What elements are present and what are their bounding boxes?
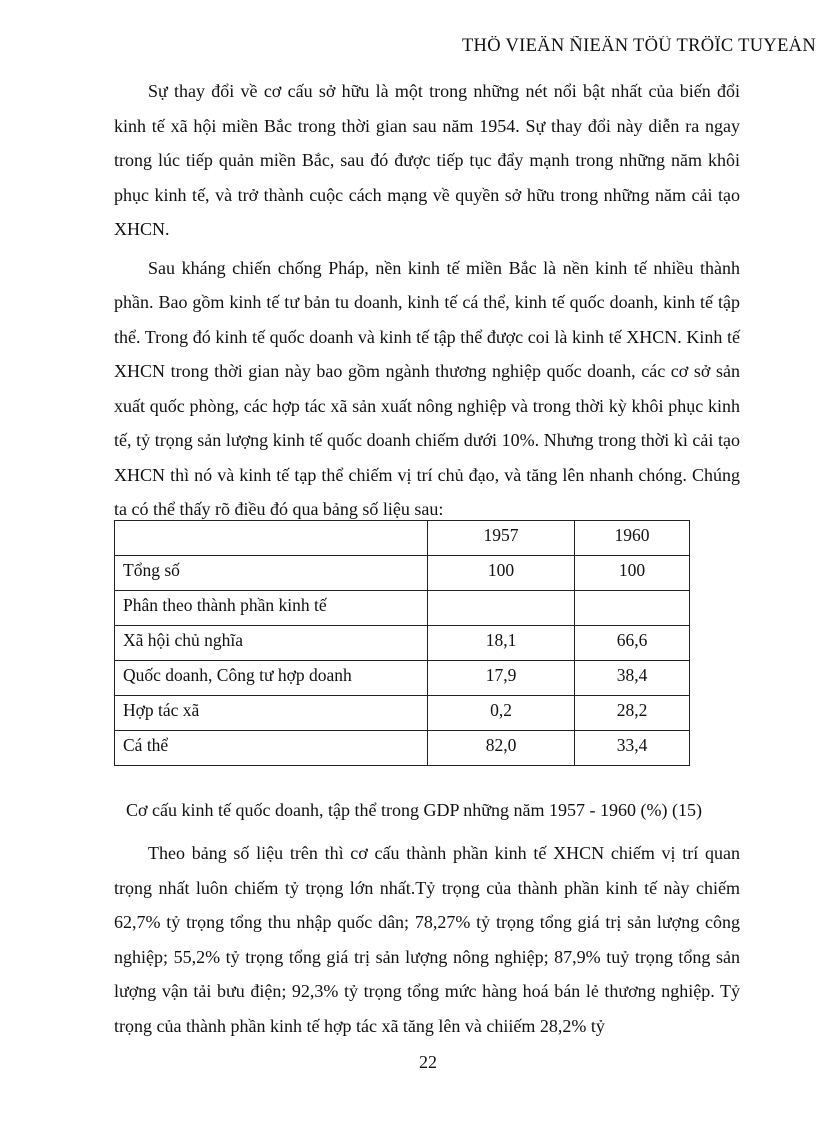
- table-cell: 18,1: [428, 626, 575, 661]
- body-text-upper: [114, 74, 740, 531]
- table-cell-label: Phân theo thành phần kinh tế: [115, 591, 428, 626]
- table-row: [115, 696, 690, 731]
- table-cell-label: Quốc doanh, Công tư hợp doanh: [115, 661, 428, 696]
- paragraph: Theo bảng số liệu trên thì cơ cấu thành phần kinh tế XHCN chiếm vị trí quan trọng nhất luôn chiếm tỷ trọng lớn nhất.Tỷ trọng của thành phần kinh tế này chiếm 62,7% tỷ trọng tổng thu nhập quốc dân; 78,27% tỷ trọng tổng giá trị sản lượng công nghiệp; 55,2% tỷ trọng tổng giá trị sản lượng nông nghiệp; 87,9% tuỷ trọng tổng sản lượng vận tải bưu điện; 92,3% tỷ trọng tổng mức hàng hoá bán lẻ thương nghiệp. Tỷ trọng của thành phần kinh tế hợp tác xã tăng lên và chiiếm 28,2% tỷ: [114, 843, 740, 1036]
- table-header-cell: 1960: [575, 521, 690, 556]
- table-header-row: [115, 521, 690, 556]
- table-header-cell: 1957: [428, 521, 575, 556]
- page-number: 22: [419, 1052, 437, 1072]
- table-cell: 66,6: [575, 626, 690, 661]
- table-cell: 17,9: [428, 661, 575, 696]
- page-header: THÖ VIEÄN ÑIEÄN TÖÛ TRÖÏC TUYEÁN: [461, 36, 816, 56]
- paragraph: Sự thay đổi về cơ cấu sở hữu là một trong những nét nổi bật nhất của biến đổi kinh tế xã hội miền Bắc trong thời gian sau năm 1954. Sự thay đổi này diễn ra ngay trong lúc tiếp quản miền Bắc, sau đó được tiếp tục đẩy mạnh trong những năm khôi phục kinh tế, và trở thành cuộc cách mạng về quyền sở hữu trong những năm cải tạo XHCN.: [114, 81, 740, 239]
- table-header-cell: [115, 521, 428, 556]
- table-caption: Cơ cấu kinh tế quốc doanh, tập thể trong GDP những năm 1957 - 1960 (%) (15): [126, 800, 702, 820]
- table-cell: 38,4: [575, 661, 690, 696]
- table-cell: [428, 591, 575, 626]
- table-cell: 33,4: [575, 731, 690, 766]
- body-text-lower: [114, 836, 740, 1043]
- table-cell-label: Cá thể: [115, 731, 428, 766]
- table-row: [115, 556, 690, 591]
- table-row: [115, 591, 690, 626]
- table-cell-label: Hợp tác xã: [115, 696, 428, 731]
- table-cell-label: Xã hội chủ nghĩa: [115, 626, 428, 661]
- paragraph: Sau kháng chiến chống Pháp, nền kinh tế miền Bắc là nền kinh tế nhiều thành phần. Bao gồm kinh tế tư bản tu doanh, kinh tế cá thể, kinh tế quốc doanh, kinh tế tập thể. Trong đó kinh tế quốc doanh và kinh tế tập thể được coi là kinh tế XHCN. Kinh tế XHCN trong thời gian này bao gồm ngành thương nghiệp quốc doanh, các cơ sở sản xuất quốc phòng, các hợp tác xã sản xuất nông nghiệp và trong thời kỳ khôi phục kinh tế, tỷ trọng sản lượng kinh tế quốc doanh chiếm dưới 10%. Nhưng trong thời kì cải tạo XHCN thì nó và kinh tế tạp thể chiếm vị trí chủ đạo, và tăng lên nhanh chóng. Chúng ta có thể thấy rõ điều đó qua bảng số liệu sau:: [114, 257, 740, 519]
- table-row: [115, 661, 690, 696]
- table-row: [115, 731, 690, 766]
- table-row: [115, 626, 690, 661]
- table-cell-label: Tổng số: [115, 556, 428, 591]
- table-cell: 28,2: [575, 696, 690, 731]
- table-cell: 0,2: [428, 696, 575, 731]
- economic-structure-table: [114, 520, 690, 766]
- table-cell: [575, 591, 690, 626]
- table-cell: 82,0: [428, 731, 575, 766]
- table-cell: 100: [428, 556, 575, 591]
- table-cell: 100: [575, 556, 690, 591]
